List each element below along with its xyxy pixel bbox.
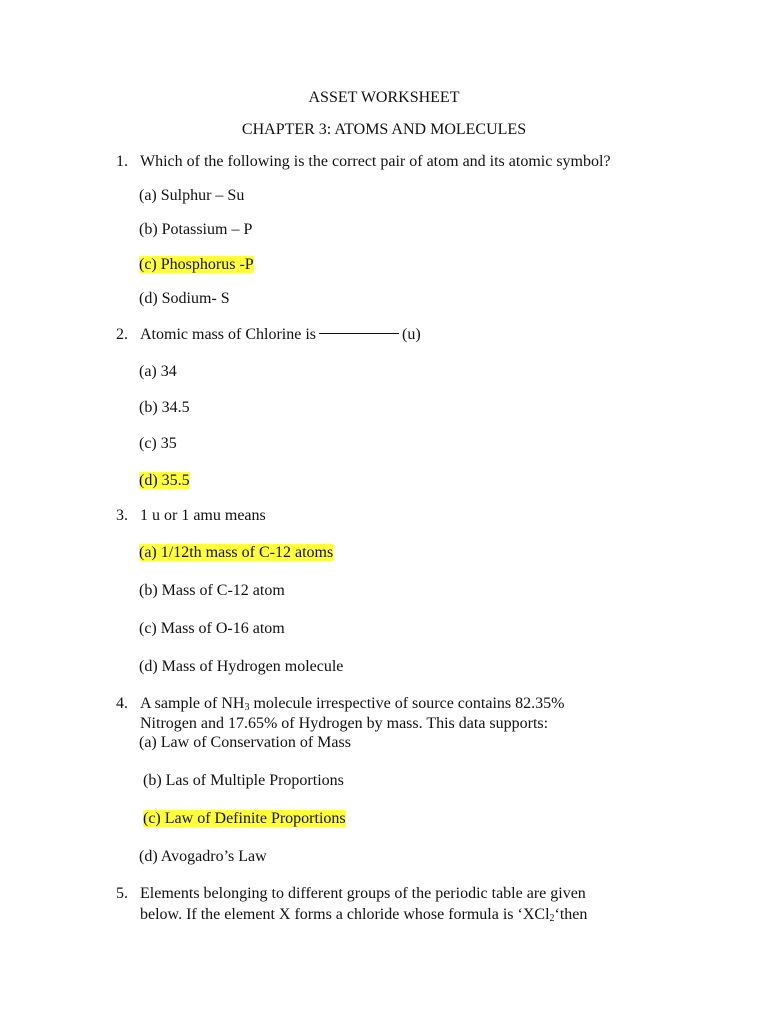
question-number: 1. — [116, 153, 128, 170]
option: (c) 35 — [139, 435, 177, 452]
text-segment: A sample of NH — [140, 695, 245, 712]
question-text-before: Atomic mass of Chlorine is — [140, 326, 316, 343]
option: (d) Avogadro’s Law — [139, 848, 267, 865]
text-segment: molecule irrespective of source contains 82.35% — [249, 695, 565, 712]
text-segment: ‘then — [554, 906, 588, 923]
question-number: 2. — [116, 326, 128, 343]
option: (b) Las of Multiple Proportions — [143, 772, 344, 789]
question-text-line1 — [140, 694, 564, 714]
question-text-after: (u) — [401, 326, 421, 343]
question-text-line1: Elements belonging to different groups of the periodic table are given — [140, 885, 586, 902]
option: (c) Mass of O-16 atom — [139, 620, 285, 637]
subscript: 2 — [549, 913, 555, 924]
option: (b) 34.5 — [139, 399, 190, 416]
text-segment: below. If the element X forms a chloride whose formula is ‘XCl — [140, 906, 550, 923]
option: (a) 34 — [139, 363, 177, 380]
option: (a) Law of Conservation of Mass — [139, 734, 351, 751]
option: (b) Mass of C-12 atom — [139, 582, 285, 599]
fill-in-blank — [319, 333, 399, 334]
subscript: 3 — [244, 702, 250, 713]
answer-option-highlighted: (d) 35.5 — [139, 472, 190, 489]
question-number: 4. — [116, 695, 128, 712]
question-number: 5. — [116, 885, 128, 902]
option: (d) Mass of Hydrogen molecule — [139, 658, 344, 675]
answer-option-highlighted: (c) Law of Definite Proportions — [143, 810, 346, 827]
worksheet-title: ASSET WORKSHEET — [308, 89, 460, 106]
question-text-line2: Nitrogen and 17.65% of Hydrogen by mass. This data supports: — [140, 715, 549, 732]
question-text: Which of the following is the correct pair of atom and its atomic symbol? — [140, 153, 611, 170]
option: (d) Sodium- S — [139, 290, 230, 307]
option: (a) Sulphur – Su — [139, 187, 245, 204]
chapter-title: CHAPTER 3: ATOMS AND MOLECULES — [241, 121, 527, 138]
question-number: 3. — [116, 507, 128, 524]
option: (b) Potassium – P — [139, 221, 253, 238]
question-text: 1 u or 1 amu means — [140, 507, 266, 524]
answer-option-highlighted: (a) 1/12th mass of C-12 atoms — [139, 544, 334, 561]
question-text — [140, 325, 421, 345]
question-text-line2 — [140, 905, 587, 925]
answer-option-highlighted: (c) Phosphorus -P — [139, 256, 254, 273]
